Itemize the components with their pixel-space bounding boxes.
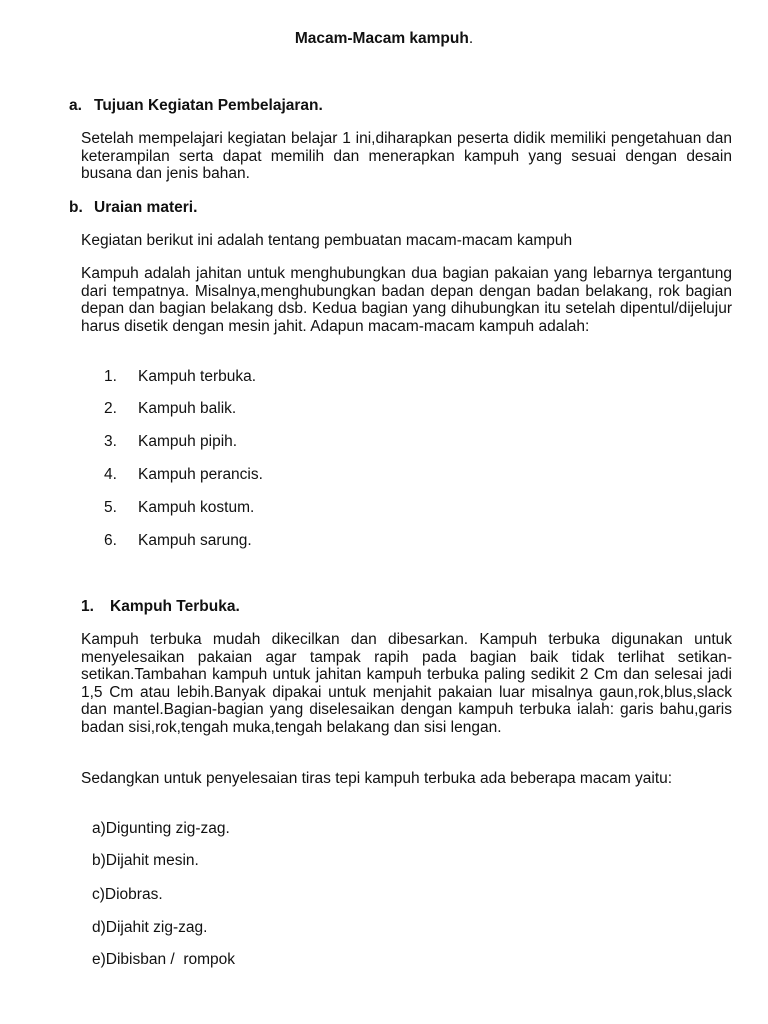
title-period: . — [468, 30, 474, 47]
subsection-1-heading-text: Kampuh Terbuka. — [110, 598, 240, 615]
list-item-number: 6. — [104, 532, 117, 549]
list-item — [104, 466, 263, 484]
section-a-heading — [69, 97, 323, 115]
list-item-label: Kampuh pipih. — [138, 433, 238, 450]
subsection-1-number: 1. — [81, 598, 94, 615]
list-item-label: Kampuh terbuka. — [138, 368, 257, 385]
subsection-1-paragraph-2: Sedangkan untuk penyelesaian tiras tepi kampuh terbuka ada beberapa macam yaitu: — [81, 770, 673, 787]
section-b-paragraph: Kampuh adalah jahitan untuk menghubungkan dua bagian pakaian yang lebarnya tergantung dari tempatnya. Misalnya,menghubungkan badan depan dengan badan belakang, rok bagian depan dan bagian belakang dsb. Kedua bagian yang dihubungkan itu setelah dipentul/dijelujur harus disetik dengan mesin jahit. Adapun macam-macam kampuh adalah: — [81, 265, 732, 335]
list-item — [104, 532, 252, 550]
list-item-number: 2. — [104, 400, 117, 417]
list-item-number: 1. — [104, 368, 117, 385]
list-item-number: 4. — [104, 466, 117, 483]
list-item — [104, 499, 254, 517]
subsection-1-heading — [81, 598, 240, 616]
list-item-label: Kampuh kostum. — [138, 499, 255, 516]
finishing-option: b)Dijahit mesin. — [92, 852, 199, 869]
list-item-label: Kampuh sarung. — [138, 532, 252, 549]
finishing-option: d)Dijahit zig-zag. — [92, 919, 208, 936]
section-b-heading — [69, 199, 197, 217]
list-item-number: 5. — [104, 499, 117, 516]
list-item-number: 3. — [104, 433, 117, 450]
list-item-label: Kampuh balik. — [138, 400, 237, 417]
list-item — [104, 368, 256, 386]
title-text: Macam-Macam kampuh — [294, 30, 469, 47]
subsection-1-paragraph: Kampuh terbuka mudah dikecilkan dan dibesarkan. Kampuh terbuka digunakan untuk menyelesaikan pakaian agar tampak rapih pada bagian baik tidak terlihat setikan-setikan.Tambahan kampuh untuk jahitan kampuh terbuka paling sedikit 2 Cm dan selesai jadi 1,5 Cm atau lebih.Banyak dipakai untuk menjahit pakaian luar misalnya gaun,rok,blus,slack dan mantel.Bagian-bagian yang diselesaikan dengan kampuh terbuka ialah: garis bahu,garis badan sisi,rok,tengah muka,tengah belakang dan sisi lengan. — [81, 631, 732, 736]
list-item — [104, 433, 237, 451]
finishing-option: a)Digunting zig-zag. — [92, 820, 230, 837]
section-a-heading-text: Tujuan Kegiatan Pembelajaran. — [94, 97, 323, 114]
section-b-intro: Kegiatan berikut ini adalah tentang pembuatan macam-macam kampuh — [81, 232, 573, 249]
finishing-option: e)Dibisban / rompok — [92, 951, 236, 968]
finishing-option: c)Diobras. — [92, 886, 163, 903]
list-item — [104, 400, 236, 418]
section-b-heading-text: Uraian materi. — [94, 199, 198, 216]
section-a-paragraph: Setelah mempelajari kegiatan belajar 1 ini,diharapkan peserta didik memiliki pengetahuan dan keterampilan serta dapat memilih dan menerapkan kampuh yang sesuai dengan desain busana dan jenis bahan. — [81, 130, 732, 182]
page-title — [0, 30, 768, 48]
section-a-marker: a. — [69, 97, 82, 114]
section-b-marker: b. — [69, 199, 83, 216]
list-item-label: Kampuh perancis. — [138, 466, 263, 483]
